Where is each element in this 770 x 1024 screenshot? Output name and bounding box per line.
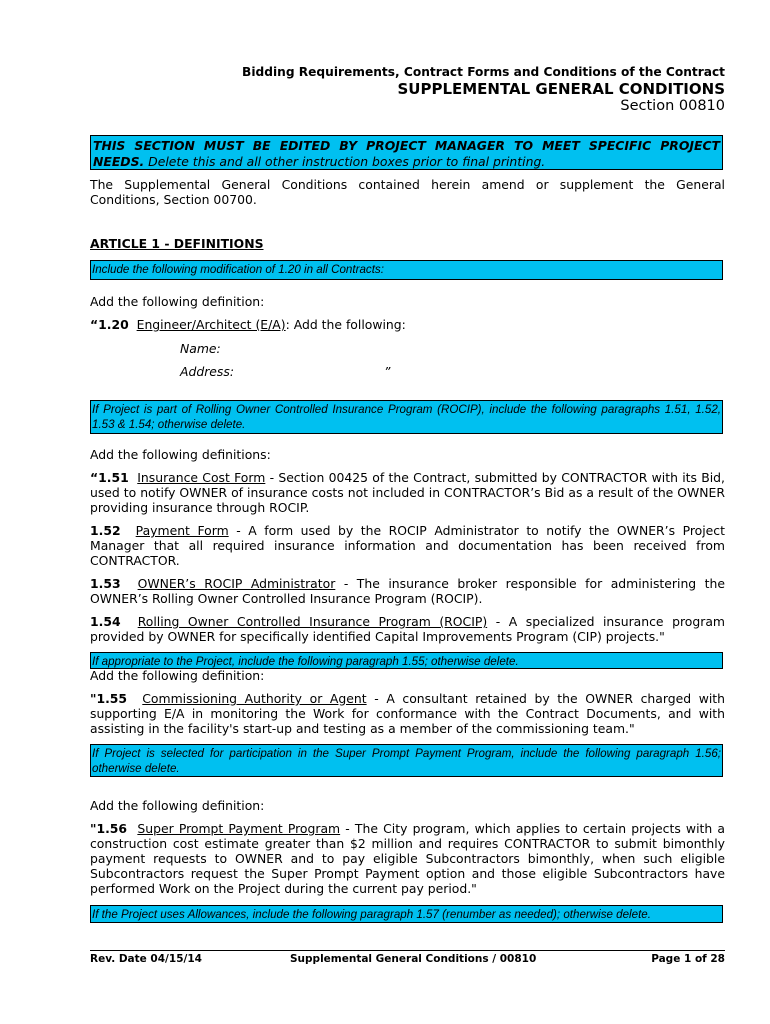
instruction-box-156: If Project is selected for participation in the Super Prompt Payment Program, include the following paragraph 1.56; otherwise delete. (90, 744, 723, 777)
definition-number: “1.20 (90, 317, 129, 332)
instruction-text: Delete this and all other instruction boxes prior to final printing. (144, 154, 546, 169)
definition-term: Insurance Cost Form (137, 470, 266, 485)
definition-156 (90, 821, 725, 896)
instruction-box-155: If appropriate to the Project, include the following paragraph 1.55; otherwise delete. (90, 652, 723, 669)
definition-text: - A consultant retained by the OWNER charged with supporting E/A in monitoring the Work for conformance with the Contract Documents, and with assisting in the facility's start-up and testing as a member of the commissioning team." (90, 691, 725, 736)
definition-term: Commissioning Authority or Agent (142, 691, 367, 706)
section-number: Section 00810 (620, 98, 725, 114)
definition-number: “1.51 (90, 470, 129, 485)
instruction-bold: THIS SECTION MUST BE EDITED BY PROJECT MANAGER TO MEET SPECIFIC PROJECT NEEDS. (93, 138, 720, 169)
definition-text: : Add the following: (285, 317, 406, 332)
instruction-box-rocip: If Project is part of Rolling Owner Controlled Insurance Program (ROCIP), include the following paragraphs 1.51, 1.52, 1.53 & 1.54; otherwise delete. (90, 400, 723, 434)
add-definition-text: Add the following definition: (90, 294, 265, 309)
definition-number: 1.54 (90, 614, 121, 629)
definition-term: Payment Form (135, 523, 229, 538)
footer-page-number: Page 1 of 28 (651, 953, 725, 965)
header-category: Bidding Requirements, Contract Forms and Conditions of the Contract (242, 65, 725, 79)
definition-152 (90, 523, 725, 568)
address-label: Address: (180, 364, 235, 379)
definition-155 (90, 691, 725, 736)
definition-term: Super Prompt Payment Program (137, 821, 341, 836)
definition-154 (90, 614, 725, 644)
definition-number: 1.52 (90, 523, 121, 538)
definition-text: - Section 00425 of the Contract, submitted by CONTRACTOR with its Bid, used to notify OWNER of insurance costs not included in CONTRACTOR’s Bid as a result of the OWNER providing insurance through ROCIP. (90, 470, 725, 515)
intro-paragraph: The Supplemental General Conditions contained herein amend or supplement the General Conditions, Section 00700. (90, 177, 725, 207)
instruction-box-120: Include the following modification of 1.20 in all Contracts: (90, 260, 723, 280)
add-definition-text: Add the following definition: (90, 668, 265, 683)
definition-number: "1.56 (90, 821, 128, 836)
footer-document-name: Supplemental General Conditions / 00810 (290, 953, 537, 965)
definition-term: Rolling Owner Controlled Insurance Program (ROCIP) (137, 614, 488, 629)
page-title: SUPPLEMENTAL GENERAL CONDITIONS (397, 80, 725, 98)
definition-text: - A specialized insurance program provided by OWNER for specifically identified Capital Improvements Program (CIP) projects." (90, 614, 725, 644)
definition-151 (90, 470, 725, 515)
definition-153 (90, 576, 725, 606)
definition-120 (90, 317, 725, 332)
instruction-box-edit (90, 135, 723, 170)
closing-quote: ” (384, 364, 391, 379)
footer-divider (90, 950, 725, 951)
article-heading: ARTICLE 1 - DEFINITIONS (90, 236, 264, 251)
definition-text: - The City program, which applies to certain projects with a construction cost estimate greater than $2 million and requires CONTRACTOR to submit bimonthly payment requests to OWNER and to pay eligible Subcontractors bimonthly, when such eligible Subcontractors request the Super Prompt Payment option and those eligible Subcontractors have performed Work on the Project during the current pay period." (90, 821, 725, 896)
add-definitions-text: Add the following definitions: (90, 447, 271, 462)
definition-text: - A form used by the ROCIP Administrator to notify the OWNER’s Project Manager that all required insurance information and documentation has been received from CONTRACTOR. (90, 523, 725, 568)
add-definition-text: Add the following definition: (90, 798, 265, 813)
name-label: Name: (180, 341, 221, 356)
definition-number: 1.53 (90, 576, 121, 591)
definition-text: - The insurance broker responsible for administering the OWNER’s Rolling Owner Controlled Insurance Program (ROCIP). (90, 576, 725, 606)
definition-term: OWNER’s ROCIP Administrator (137, 576, 336, 591)
instruction-box-157: If the Project uses Allowances, include the following paragraph 1.57 (renumber as needed); otherwise delete. (90, 905, 723, 923)
footer-rev-date: Rev. Date 04/15/14 (90, 953, 202, 965)
definition-term: Engineer/Architect (E/A) (136, 317, 286, 332)
definition-number: "1.55 (90, 691, 128, 706)
